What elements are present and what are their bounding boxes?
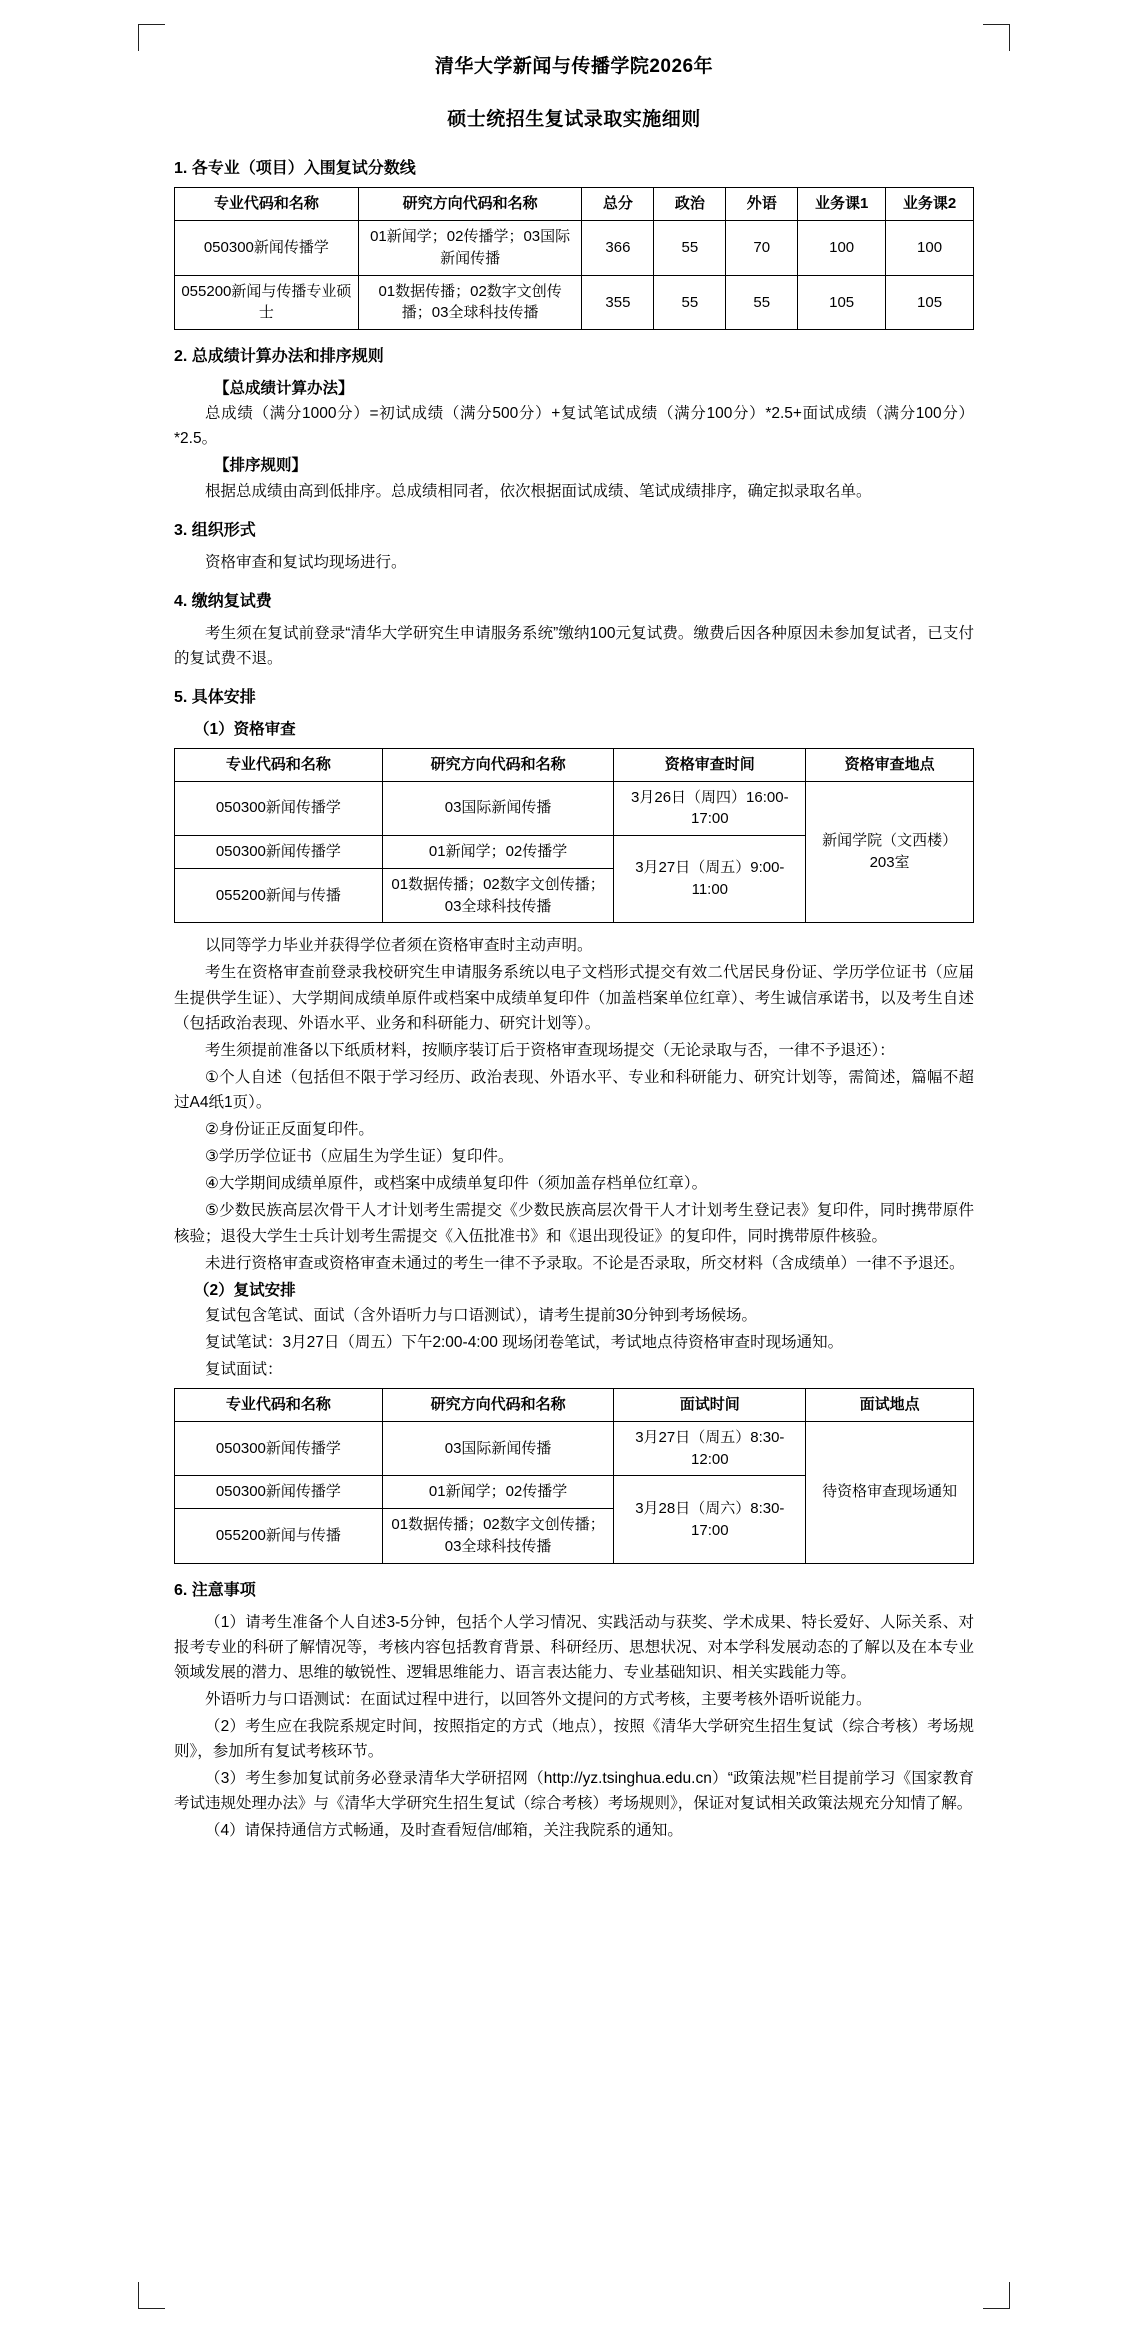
th-interview-place: 面试地点: [806, 1389, 974, 1422]
cell-course1: 105: [798, 275, 886, 330]
th-total: 总分: [582, 188, 654, 221]
th-major-code: 专业代码和名称: [175, 188, 359, 221]
th-direction-code: 研究方向代码和名称: [358, 188, 582, 221]
cell-major-code: 055200新闻与传播专业硕士: [175, 275, 359, 330]
cell-major-code: 050300新闻传播学: [175, 1476, 383, 1509]
table-row: [175, 1421, 974, 1476]
document-title-line1: 清华大学新闻与传播学院2026年: [434, 56, 714, 77]
cell-major-code: 050300新闻传播学: [175, 836, 383, 869]
cell-direction: 01新闻学；02传播学: [382, 1476, 614, 1509]
section-6-paragraph-2: 外语听力与口语测试：在面试过程中进行，以回答外文提问的方式考核，主要考核外语听说能力。: [205, 1690, 872, 1708]
table-header-row: [175, 1389, 974, 1422]
cell-politics: 55: [654, 221, 726, 276]
section-5-paragraph-5: 复试包含笔试、面试（含外语听力与口语测试），请考生提前30分钟到考场候场。: [205, 1306, 757, 1324]
cell-total: 366: [582, 221, 654, 276]
section-5-sub2: （2）复试安排: [194, 1281, 296, 1299]
cell-direction: 01新闻学；02传播学: [382, 836, 614, 869]
th-course1: 业务课1: [798, 188, 886, 221]
cell-foreign: 70: [726, 221, 798, 276]
cell-major-code: 050300新闻传播学: [175, 221, 359, 276]
section-5-list-item-4: ④大学期间成绩单原件，或档案中成绩单复印件（须加盖存档单位红章）。: [205, 1175, 708, 1193]
cell-course1: 100: [798, 221, 886, 276]
section-5-sub1: （1）资格审查: [194, 720, 296, 738]
th-course2: 业务课2: [886, 188, 974, 221]
section-6-paragraph-1: （1）请考生准备个人自述3-5分钟，包括个人学习情况、实践活动与获奖、学术成果、特长爱好、人际关系、对报考专业的科研了解情况等，考核内容包括教育背景、科研经历、思想状况、对本学科发展动态的了解以及在本专业领域发展的潜力、思维的敏锐性、逻辑思维能力、语言表达能力、专业基础知识、相关实践能力等。: [174, 1613, 974, 1681]
cell-course2: 105: [886, 275, 974, 330]
section-5-paragraph-3: 考生须提前准备以下纸质材料，按顺序装订后于资格审查现场提交（无论录取与否，一律不予退还）：: [205, 1041, 895, 1059]
table-row: [175, 781, 974, 836]
table-row: [175, 275, 974, 330]
table-header-row: [175, 748, 974, 781]
table-header-row: [175, 188, 974, 221]
section-5-paragraph-7: 复试面试：: [205, 1361, 283, 1379]
cell-major-code: 055200新闻与传播: [175, 1509, 383, 1564]
section-5-paragraph-6: 复试笔试：3月27日（周五）下午2:00-4:00 现场闭卷笔试，考试地点待资格审查时现场通知。: [205, 1333, 844, 1351]
section-2-paragraph-2: 根据总成绩由高到低排序。总成绩相同者，依次根据面试成绩、笔试成绩排序，确定拟录取名单。: [205, 482, 872, 500]
cell-interview-place: 待资格审查现场通知: [806, 1421, 974, 1563]
document-title-line2: 硕士统招生复试录取实施细则: [447, 108, 701, 130]
cell-foreign: 55: [726, 275, 798, 330]
section-5-paragraph-4: 未进行资格审查或资格审查未通过的考生一律不予录取。不论是否录取，所交材料（含成绩单）一律不予退还。: [205, 1254, 965, 1272]
section-3-heading: 3. 组织形式: [174, 521, 256, 539]
document-content: [174, 52, 974, 1844]
section-6-paragraph-4: （3）考生参加复试前务必登录清华大学研招网（http://yz.tsinghua.edu.cn）“政策法规”栏目提前学习《国家教育考试违规处理办法》与《清华大学研究生招生复试（综合考核）考场规则》，保证对复试相关政策法规充分知情了解。: [174, 1770, 974, 1813]
section-2-heading: 2. 总成绩计算办法和排序规则: [174, 348, 384, 366]
section-4-heading: 4. 缴纳复试费: [174, 592, 272, 610]
section-5-list-item-1: ①个人自述（包括但不限于学习经历、政治表现、外语水平、专业和科研能力、研究计划等，需简述，篇幅不超过A4纸1页）。: [174, 1068, 974, 1111]
th-review-time: 资格审查时间: [614, 748, 806, 781]
cell-major-code: 050300新闻传播学: [175, 781, 383, 836]
section-2-sub1: 【总成绩计算办法】: [214, 380, 354, 398]
section-1-heading: 1. 各专业（项目）入围复试分数线: [174, 159, 416, 177]
section-5-list-item-3: ③学历学位证书（应届生为学生证）复印件。: [205, 1148, 514, 1166]
section-6-heading: 6. 注意事项: [174, 1581, 256, 1599]
cell-direction: 01新闻学；02传播学；03国际新闻传播: [358, 221, 582, 276]
section-5-paragraph-2: 考生在资格审查前登录我校研究生申请服务系统以电子文档形式提交有效二代居民身份证、学历学位证书（应届生提供学生证）、大学期间成绩单原件或档案中成绩单复印件（加盖档案单位红章）、考生诚信承诺书，以及考生自述（包括政治表现、外语水平、业务和科研能力、研究计划等）。: [174, 964, 974, 1032]
th-major-code: 专业代码和名称: [175, 748, 383, 781]
section-6-paragraph-5: （4）请保持通信方式畅通，及时查看短信/邮箱，关注我院系的通知。: [205, 1822, 683, 1840]
section-6-paragraph-3: （2）考生应在我院系规定时间，按照指定的方式（地点），按照《清华大学研究生招生复试（综合考核）考场规则》，参加所有复试考核环节。: [174, 1718, 974, 1761]
qualification-review-table: [174, 748, 974, 924]
cell-total: 355: [582, 275, 654, 330]
section-5-paragraph-1: 以同等学力毕业并获得学位者须在资格审查时主动声明。: [205, 937, 593, 955]
table-row: [175, 221, 974, 276]
crop-mark-top-right: [983, 24, 1010, 51]
cell-direction: 01数据传播；02数字文创传播；03全球科技传播: [358, 275, 582, 330]
cell-review-time: 3月27日（周五）9:00-11:00: [614, 836, 806, 923]
section-5-list-item-5: ⑤少数民族高层次骨干人才计划考生需提交《少数民族高层次骨干人才计划考生登记表》复印件，同时携带原件核验；退役大学生士兵计划考生需提交《入伍批准书》和《退出现役证》的复印件，同时携带原件核验。: [174, 1202, 974, 1245]
th-direction-code: 研究方向代码和名称: [382, 748, 614, 781]
cell-course2: 100: [886, 221, 974, 276]
cell-politics: 55: [654, 275, 726, 330]
cell-review-time: 3月26日（周四）16:00-17:00: [614, 781, 806, 836]
th-major-code: 专业代码和名称: [175, 1389, 383, 1422]
crop-mark-bottom-left: [138, 2282, 165, 2309]
score-line-table: [174, 187, 974, 330]
crop-mark-top-left: [138, 24, 165, 51]
crop-mark-bottom-right: [983, 2282, 1010, 2309]
section-3-paragraph-1: 资格审查和复试均现场进行。: [205, 553, 407, 571]
cell-interview-time: 3月27日（周五）8:30-12:00: [614, 1421, 806, 1476]
section-2-sub2: 【排序规则】: [214, 457, 308, 475]
section-5-heading: 5. 具体安排: [174, 688, 256, 706]
cell-direction: 03国际新闻传播: [382, 1421, 614, 1476]
th-direction-code: 研究方向代码和名称: [382, 1389, 614, 1422]
cell-direction: 03国际新闻传播: [382, 781, 614, 836]
cell-major-code: 055200新闻与传播: [175, 868, 383, 923]
interview-schedule-table: [174, 1388, 974, 1564]
cell-interview-time: 3月28日（周六）8:30-17:00: [614, 1476, 806, 1563]
cell-direction: 01数据传播；02数字文创传播；03全球科技传播: [382, 1509, 614, 1564]
th-interview-time: 面试时间: [614, 1389, 806, 1422]
cell-major-code: 050300新闻传播学: [175, 1421, 383, 1476]
th-politics: 政治: [654, 188, 726, 221]
th-review-place: 资格审查地点: [806, 748, 974, 781]
cell-review-place: 新闻学院（文西楼）203室: [806, 781, 974, 923]
cell-direction: 01数据传播；02数字文创传播；03全球科技传播: [382, 868, 614, 923]
section-4-paragraph-1: 考生须在复试前登录“清华大学研究生申请服务系统”缴纳100元复试费。缴费后因各种原因未参加复试者，已支付的复试费不退。: [174, 624, 974, 667]
th-foreign: 外语: [726, 188, 798, 221]
section-2-paragraph-1: 总成绩（满分1000分）=初试成绩（满分500分）+复试笔试成绩（满分100分）*2.5+面试成绩（满分100分）*2.5。: [174, 405, 974, 448]
section-5-list-item-2: ②身份证正反面复印件。: [205, 1121, 374, 1139]
